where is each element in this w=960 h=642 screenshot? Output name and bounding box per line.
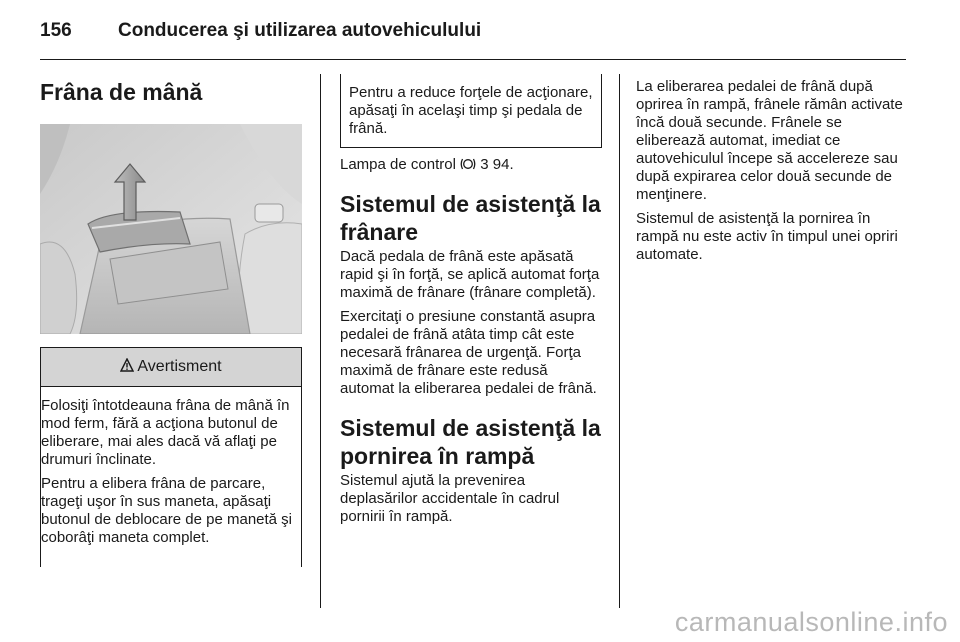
- paragraph: La eliberarea pedalei de frână după oprirea în rampă, frânele rămân activate încă două secunde. Frânele se eliberează automat, imediat ce autovehiculul începe să accelereze sau după expirarea celor două secunde de menţinere.: [636, 78, 903, 203]
- header-rule: [40, 59, 906, 60]
- handbrake-illustration: [40, 124, 302, 334]
- paragraph: Dacă pedala de frână este apăsată rapid şi în forţă, se aplică automat forţa maximă de frânare (frânare completă).: [340, 248, 600, 301]
- page-reference[interactable]: 3 94.: [480, 156, 514, 173]
- warning-paragraph: Pentru a elibera frâna de parcare, trageţi uşor în sus maneta, apăsaţi butonul de deblocare de pe manetă şi coborâţi maneta complet.: [41, 475, 293, 546]
- warning-icon: [120, 358, 134, 376]
- section-heading: Sistemul de asistenţă la pornirea în rampă: [340, 415, 601, 469]
- section-heading: Sistemul de asistenţă la frânare: [340, 191, 601, 245]
- warning-header: [40, 347, 302, 387]
- note-box: [340, 74, 602, 148]
- column-divider: [320, 74, 321, 608]
- warning-body: [40, 387, 302, 567]
- section-heading: Frâna de mână: [40, 79, 203, 105]
- warning-box: [40, 347, 302, 567]
- lamp-text: Lampa de control: [340, 156, 456, 173]
- column-1: [40, 74, 302, 106]
- paragraph: Sistemul de asistenţă la pornirea în rampă nu este activ în timpul unei opriri automate.: [636, 210, 898, 263]
- column-3: [636, 78, 904, 270]
- warning-paragraph: Folosiţi întotdeauna frâna de mână în mod ferm, fără a acţiona butonul de eliberare, mai ales dacă vă aflaţi pe drumuri înclinate.: [41, 397, 290, 468]
- brake-lamp-icon: [460, 157, 476, 176]
- running-title: Conducerea şi utilizarea autovehiculului: [118, 20, 482, 41]
- paragraph: Exercitaţi o presiune constantă asupra pedalei de frână atâta timp cât este necesară frânarea de urgenţă. Forţa maximă de frânare este redusă automat la eliberarea pedalei de frână.: [340, 308, 597, 397]
- control-lamp-reference: [340, 156, 602, 532]
- watermark: carmanualsonline.info: [674, 607, 948, 637]
- column-divider: [619, 74, 620, 608]
- page-number: 156: [40, 20, 72, 41]
- warning-title: Avertisment: [137, 358, 222, 375]
- paragraph: Sistemul ajută la prevenirea deplasărilor accidentale în cadrul pornirii în rampă.: [340, 472, 560, 525]
- page-header: [40, 18, 920, 58]
- note-text: Pentru a reduce forţele de acţionare, apăsaţi în acelaşi timp şi pedala de frână.: [349, 84, 593, 137]
